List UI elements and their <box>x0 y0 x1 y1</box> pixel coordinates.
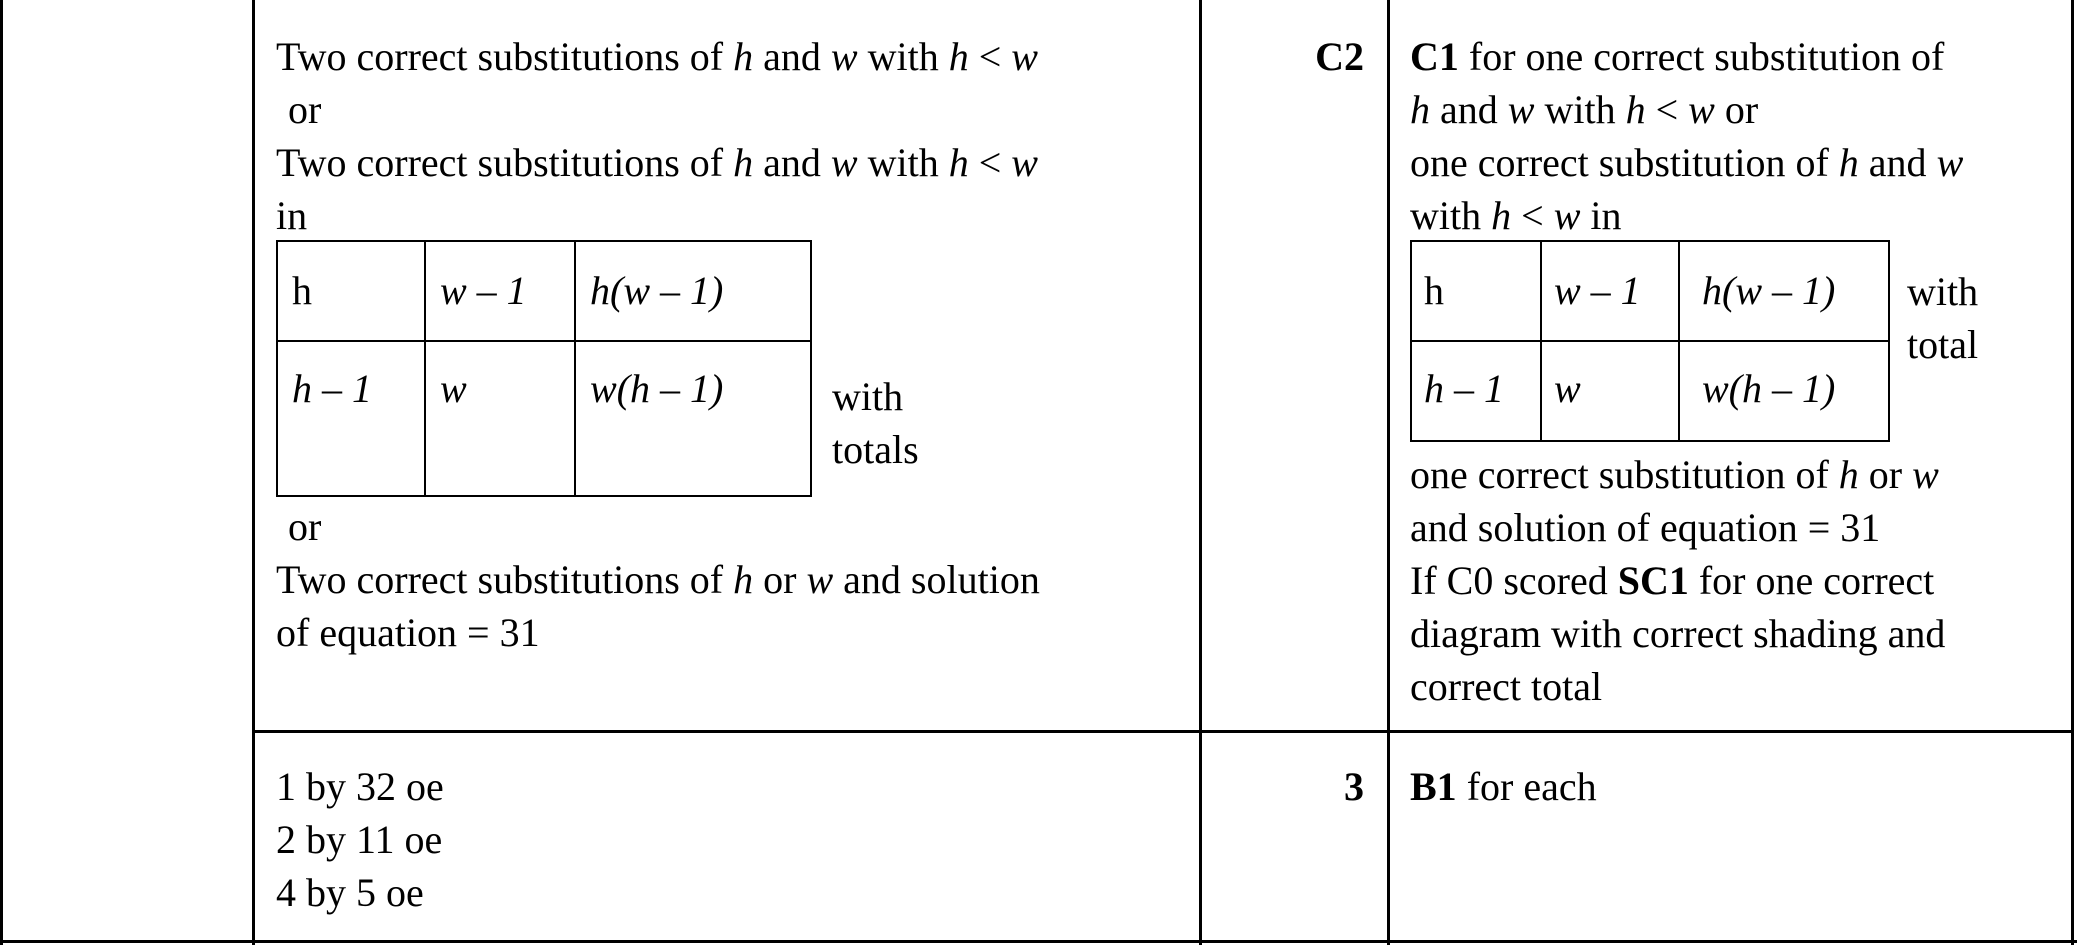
row1-answer-tail <box>276 500 1040 659</box>
cell-text: h – 1 <box>1424 366 1504 411</box>
text: and solution <box>833 557 1040 602</box>
row1-mark: C2 <box>1315 34 1364 79</box>
row1-guidance-tail <box>1410 448 1945 713</box>
side-line: with <box>832 374 904 419</box>
text: and <box>753 140 831 185</box>
cell-text: h <box>1424 268 1444 313</box>
text: with <box>1410 193 1492 238</box>
col-divider-2 <box>1199 0 1202 945</box>
text: < <box>1511 193 1554 238</box>
table-cell <box>1541 241 1679 341</box>
var-h: h <box>948 34 969 79</box>
text: or <box>1714 87 1759 132</box>
var-w: w <box>1553 193 1581 238</box>
answer-or-1: or <box>288 87 322 132</box>
answer-substitution-table <box>276 240 812 497</box>
text: for one correct <box>1688 558 1935 603</box>
text: with <box>1534 87 1626 132</box>
guidance-line <box>1410 760 1597 813</box>
guidance-substitution-table <box>1410 240 1890 442</box>
text: one correct substitution of <box>1410 452 1839 497</box>
answer-item: 4 by 5 oe <box>276 870 424 915</box>
text: Two correct substitutions of <box>276 557 734 602</box>
text: and <box>1858 140 1937 185</box>
guidance-line-6: and solution of equation = 31 <box>1410 505 1881 550</box>
cell-text: h(w – 1) <box>1702 268 1836 313</box>
var-h: h <box>733 34 754 79</box>
text: < <box>1645 87 1689 132</box>
cell-text: h – 1 <box>292 366 372 411</box>
guidance-line-8: diagram with correct shading and <box>1410 611 1946 656</box>
answer-line-1 <box>276 30 1038 83</box>
text: with <box>857 34 949 79</box>
var-w: w <box>1011 34 1038 79</box>
cell-text: w – 1 <box>440 268 527 313</box>
side-line: total <box>1907 322 1979 367</box>
mark-code: SC1 <box>1617 558 1689 603</box>
guidance-line-3 <box>1410 136 1963 189</box>
answer-line-last-2: of equation = 31 <box>276 610 540 655</box>
cell-text: h(w – 1) <box>590 268 724 313</box>
text: Two correct substitutions of <box>276 34 734 79</box>
text: If C0 scored <box>1410 558 1618 603</box>
col-divider-3 <box>1387 0 1390 945</box>
row1-answer-cell <box>276 30 1038 242</box>
answer-line-3 <box>276 136 1038 189</box>
answer-or-2: or <box>288 504 322 549</box>
guidance-line-2 <box>1410 83 1963 136</box>
cell-text: h <box>292 268 312 313</box>
table-cell <box>277 241 425 341</box>
guidance-line-7 <box>1410 554 1945 607</box>
var-w: w <box>1912 452 1939 497</box>
cell-text: w – 1 <box>1554 268 1641 313</box>
table-cell <box>575 341 811 496</box>
answer-line-4: in <box>276 193 308 238</box>
answer-line-last-1 <box>276 553 1040 606</box>
var-w: w <box>1936 140 1964 185</box>
table-cell <box>1411 241 1541 341</box>
row2-mark: 3 <box>1344 764 1364 809</box>
cell-text: w <box>440 366 467 411</box>
text: or <box>1858 452 1913 497</box>
text: and <box>753 34 831 79</box>
text: < <box>968 34 1012 79</box>
row2-guidance-cell <box>1410 760 1597 813</box>
table-cell <box>1679 341 1889 441</box>
var-h: h <box>733 557 754 602</box>
table-cell <box>1679 241 1889 341</box>
text: one correct substitution of <box>1410 140 1839 185</box>
var-h: h <box>1838 452 1859 497</box>
bottom-border <box>0 940 2077 943</box>
mark-code: C1 <box>1410 34 1459 79</box>
var-h: h <box>1838 140 1859 185</box>
var-w: w <box>1011 140 1038 185</box>
right-border <box>2071 0 2074 945</box>
table-cell <box>1411 341 1541 441</box>
var-h: h <box>733 140 754 185</box>
answer-item: 1 by 32 oe <box>276 764 444 809</box>
text: with <box>857 140 949 185</box>
cell-text: w(h – 1) <box>1702 366 1836 411</box>
text: Two correct substitutions of <box>276 140 734 185</box>
cell-text: w(h – 1) <box>590 366 724 411</box>
var-w: w <box>806 557 834 602</box>
guidance-line-9: correct total <box>1410 664 1603 709</box>
side-line: with <box>1907 269 1979 314</box>
table-cell <box>425 341 575 496</box>
text: for each <box>1456 764 1597 809</box>
var-h: h <box>1410 87 1430 132</box>
col-divider-1 <box>252 0 255 945</box>
side-line: totals <box>832 427 919 472</box>
var-w: w <box>830 34 858 79</box>
guidance-line-1 <box>1410 30 1963 83</box>
left-border <box>0 0 3 945</box>
var-w: w <box>1507 87 1535 132</box>
answer-item: 2 by 11 oe <box>276 817 443 862</box>
table-cell <box>1541 341 1679 441</box>
text: for one correct substitution of <box>1458 34 1945 79</box>
row2-answer-cell <box>276 760 444 919</box>
text: or <box>753 557 807 602</box>
var-h: h <box>1491 193 1512 238</box>
var-w: w <box>1688 87 1715 132</box>
cell-text: w <box>1554 366 1581 411</box>
guidance-table-side-label <box>1907 265 1978 371</box>
row1-guidance-cell <box>1410 30 1963 242</box>
guidance-line-4 <box>1410 189 1963 242</box>
row-divider <box>252 730 2074 733</box>
var-w: w <box>830 140 858 185</box>
mark-code: B1 <box>1410 764 1457 809</box>
table-cell <box>425 241 575 341</box>
var-h: h <box>1625 87 1646 132</box>
answer-table-side-label <box>832 370 919 476</box>
text: and <box>1430 87 1508 132</box>
text: in <box>1580 193 1622 238</box>
text: < <box>968 140 1012 185</box>
table-cell <box>575 241 811 341</box>
guidance-line-5 <box>1410 448 1945 501</box>
table-cell <box>277 341 425 496</box>
var-h: h <box>948 140 969 185</box>
